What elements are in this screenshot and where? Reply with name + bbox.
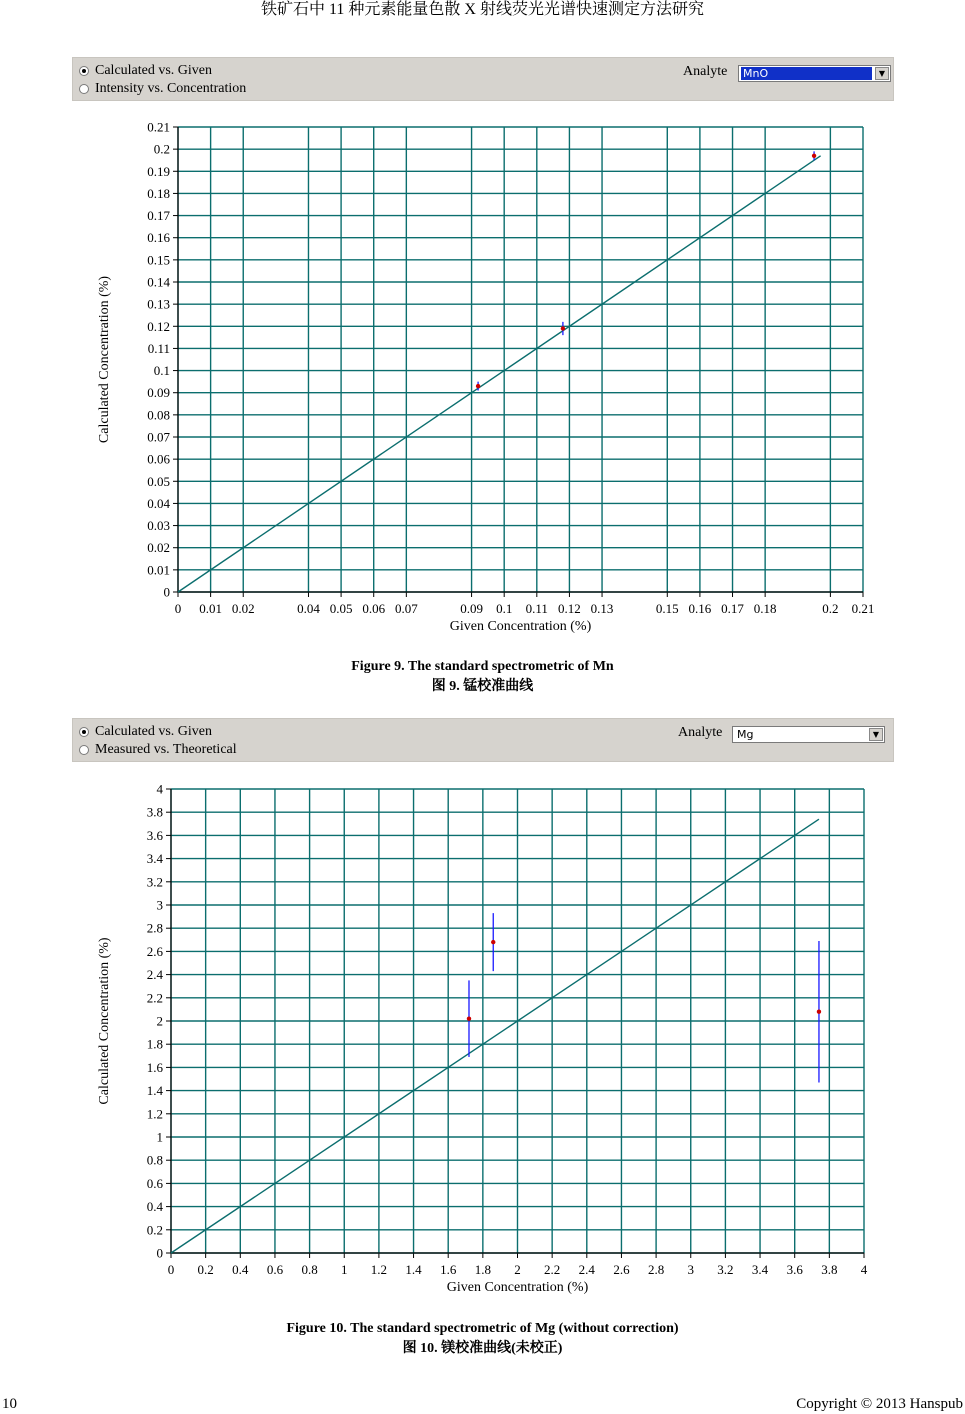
x-tick-label: 0.4: [232, 1262, 249, 1277]
y-tick-label: 0.02: [147, 540, 170, 556]
y-tick-label: 0.17: [147, 208, 170, 224]
x-axis-label: Given Concentration (%): [449, 619, 592, 634]
y-tick-label: 0.12: [147, 318, 170, 334]
y-tick-label: 3.4: [146, 851, 163, 867]
analyte-label: Analyte: [683, 64, 728, 79]
y-tick-label: 0.09: [147, 385, 170, 401]
y-tick-label: 2.2: [146, 990, 163, 1006]
radio-label: Calculated vs. Given: [95, 63, 213, 78]
y-tick-label: 0.08: [147, 407, 170, 423]
x-tick-label: 2.2: [544, 1262, 561, 1277]
y-tick-label: 3.2: [146, 874, 163, 890]
figure-10-caption-en: Figure 10. The standard spectrometric of Mg (without correction): [286, 1321, 679, 1336]
x-tick-label: 1.4: [405, 1262, 422, 1277]
data-point: [561, 326, 565, 330]
radio-label: Intensity vs. Concentration: [95, 81, 247, 96]
analyte-select-value: Mg: [737, 728, 754, 741]
x-tick-label: 2.8: [647, 1262, 665, 1277]
data-point: [817, 1010, 821, 1014]
y-tick-label: 0.2: [153, 141, 170, 157]
x-tick-label: 3.4: [751, 1262, 769, 1277]
x-tick-label: 0.15: [655, 601, 679, 616]
chevron-down-icon[interactable]: ▼: [875, 67, 889, 80]
radio-intensity-vs-concentration[interactable]: [79, 80, 246, 98]
x-tick-label: 0.6: [266, 1262, 284, 1277]
x-tick-label: 0.8: [301, 1262, 318, 1277]
y-tick-label: 0.21: [147, 119, 170, 135]
x-tick-label: 0.17: [721, 601, 744, 616]
data-point: [467, 1016, 471, 1020]
y-tick-label: 1.6: [146, 1059, 163, 1075]
y-tick-label: 4: [156, 781, 163, 797]
x-tick-label: 1.6: [440, 1262, 457, 1277]
x-tick-label: 0.2: [822, 601, 839, 616]
radio-label: Calculated vs. Given: [95, 724, 213, 739]
y-axis-label: Calculated Concentration (%): [97, 275, 112, 444]
y-axis-label: Calculated Concentration (%): [97, 937, 112, 1105]
x-tick-label: 0.07: [394, 601, 418, 616]
mg-calibration-chart: [72, 762, 894, 1307]
y-tick-label: 3.8: [146, 804, 163, 820]
y-tick-label: 0: [163, 584, 170, 600]
y-tick-label: 2.6: [146, 943, 163, 959]
y-tick-label: 2.8: [146, 920, 163, 936]
x-tick-label: 0.13: [590, 601, 614, 616]
x-tick-label: 2: [514, 1262, 521, 1277]
y-tick-label: 2.4: [146, 967, 163, 983]
y-tick-label: 1.4: [146, 1083, 163, 1099]
x-tick-label: 3: [687, 1262, 694, 1277]
y-tick-label: 0.03: [147, 518, 170, 534]
data-point: [476, 384, 480, 388]
mn-chart: [72, 101, 894, 646]
y-tick-label: 0.18: [147, 185, 170, 201]
y-tick-label: 0.06: [147, 451, 170, 467]
x-tick-label: 0: [174, 601, 182, 616]
chart-options-panel: [72, 57, 894, 101]
x-tick-label: 0.11: [525, 601, 548, 616]
analyte-select[interactable]: [738, 65, 891, 82]
mn-calibration-chart: [72, 101, 894, 641]
analyte-select-value: MnO: [741, 67, 872, 80]
y-tick-label: 0.8: [146, 1152, 163, 1168]
radio-calculated-vs-given[interactable]: [79, 62, 212, 80]
y-tick-label: 0: [156, 1245, 163, 1261]
y-tick-label: 3.6: [146, 827, 163, 843]
y-tick-label: 0.15: [147, 252, 170, 268]
y-tick-label: 0.11: [147, 340, 170, 356]
x-tick-label: 3.8: [821, 1262, 838, 1277]
x-tick-label: 1.2: [370, 1262, 388, 1277]
x-tick-label: 0.01: [199, 601, 222, 616]
figure-10-caption-zh: 图 10. 镁校准曲线(未校正): [402, 1341, 563, 1356]
y-tick-label: 0.1: [153, 363, 170, 379]
x-tick-label: 0.18: [753, 601, 777, 616]
page-number: 10: [2, 1396, 17, 1412]
y-tick-label: 0.2: [146, 1222, 163, 1238]
page-header-title: 铁矿石中 11 种元素能量色散 X 射线荧光光谱快速测定方法研究: [261, 1, 704, 18]
y-tick-label: 0.13: [147, 296, 170, 312]
y-tick-label: 0.19: [147, 163, 170, 179]
analyte-select[interactable]: [732, 726, 885, 743]
figure-9-caption-zh: 图 9. 锰校准曲线: [431, 679, 534, 694]
radio-label: Measured vs. Theoretical: [95, 742, 237, 757]
x-tick-label: 2.4: [578, 1262, 595, 1277]
y-tick-label: 2: [156, 1013, 163, 1029]
chart-options-panel: [72, 718, 894, 762]
radio-measured-vs-theoretical[interactable]: [79, 741, 237, 759]
y-tick-label: 3: [156, 897, 163, 913]
x-tick-label: 1.8: [474, 1262, 491, 1277]
x-tick-label: 0: [167, 1262, 175, 1277]
y-tick-label: 1: [156, 1129, 163, 1145]
radio-checked-icon[interactable]: [79, 66, 89, 76]
radio-calculated-vs-given[interactable]: [79, 723, 212, 741]
x-tick-label: 0.02: [231, 601, 255, 616]
radio-unchecked-icon[interactable]: [79, 745, 89, 755]
figure-9-caption-en: Figure 9. The standard spectrometric of Mn: [351, 659, 614, 674]
x-tick-label: 0.06: [362, 601, 386, 616]
y-tick-label: 0.14: [147, 274, 170, 290]
x-axis-label: Given Concentration (%): [446, 1280, 589, 1295]
data-point: [491, 940, 495, 944]
x-tick-label: 0.12: [558, 601, 581, 616]
y-tick-label: 0.4: [146, 1199, 163, 1215]
x-tick-label: 0.21: [851, 601, 875, 616]
y-tick-label: 0.01: [147, 562, 170, 578]
x-tick-label: 2.6: [613, 1262, 630, 1277]
x-tick-label: 1: [341, 1262, 348, 1277]
y-tick-label: 0.6: [146, 1175, 163, 1191]
radio-unchecked-icon[interactable]: [79, 84, 89, 94]
x-tick-label: 0.04: [297, 601, 320, 616]
y-tick-label: 1.2: [146, 1106, 163, 1122]
radio-checked-icon[interactable]: [79, 727, 89, 737]
chevron-down-icon[interactable]: ▼: [869, 728, 883, 741]
copyright: Copyright © 2013 Hanspub: [796, 1396, 963, 1412]
analyte-label: Analyte: [678, 725, 723, 740]
x-tick-label: 3.6: [786, 1262, 803, 1277]
x-tick-label: 0.2: [197, 1262, 214, 1277]
x-tick-label: 4: [860, 1262, 868, 1277]
y-tick-label: 1.8: [146, 1036, 163, 1052]
y-tick-label: 0.05: [147, 473, 170, 489]
mg-chart: [72, 762, 894, 1312]
x-tick-label: 0.05: [329, 601, 353, 616]
x-tick-label: 0.09: [460, 601, 483, 616]
y-tick-label: 0.07: [147, 429, 170, 445]
x-tick-label: 0.1: [496, 601, 513, 616]
y-tick-label: 0.16: [147, 230, 170, 246]
y-tick-label: 0.04: [147, 495, 170, 511]
data-point: [812, 154, 816, 158]
x-tick-label: 3.2: [717, 1262, 734, 1277]
x-tick-label: 0.16: [688, 601, 712, 616]
